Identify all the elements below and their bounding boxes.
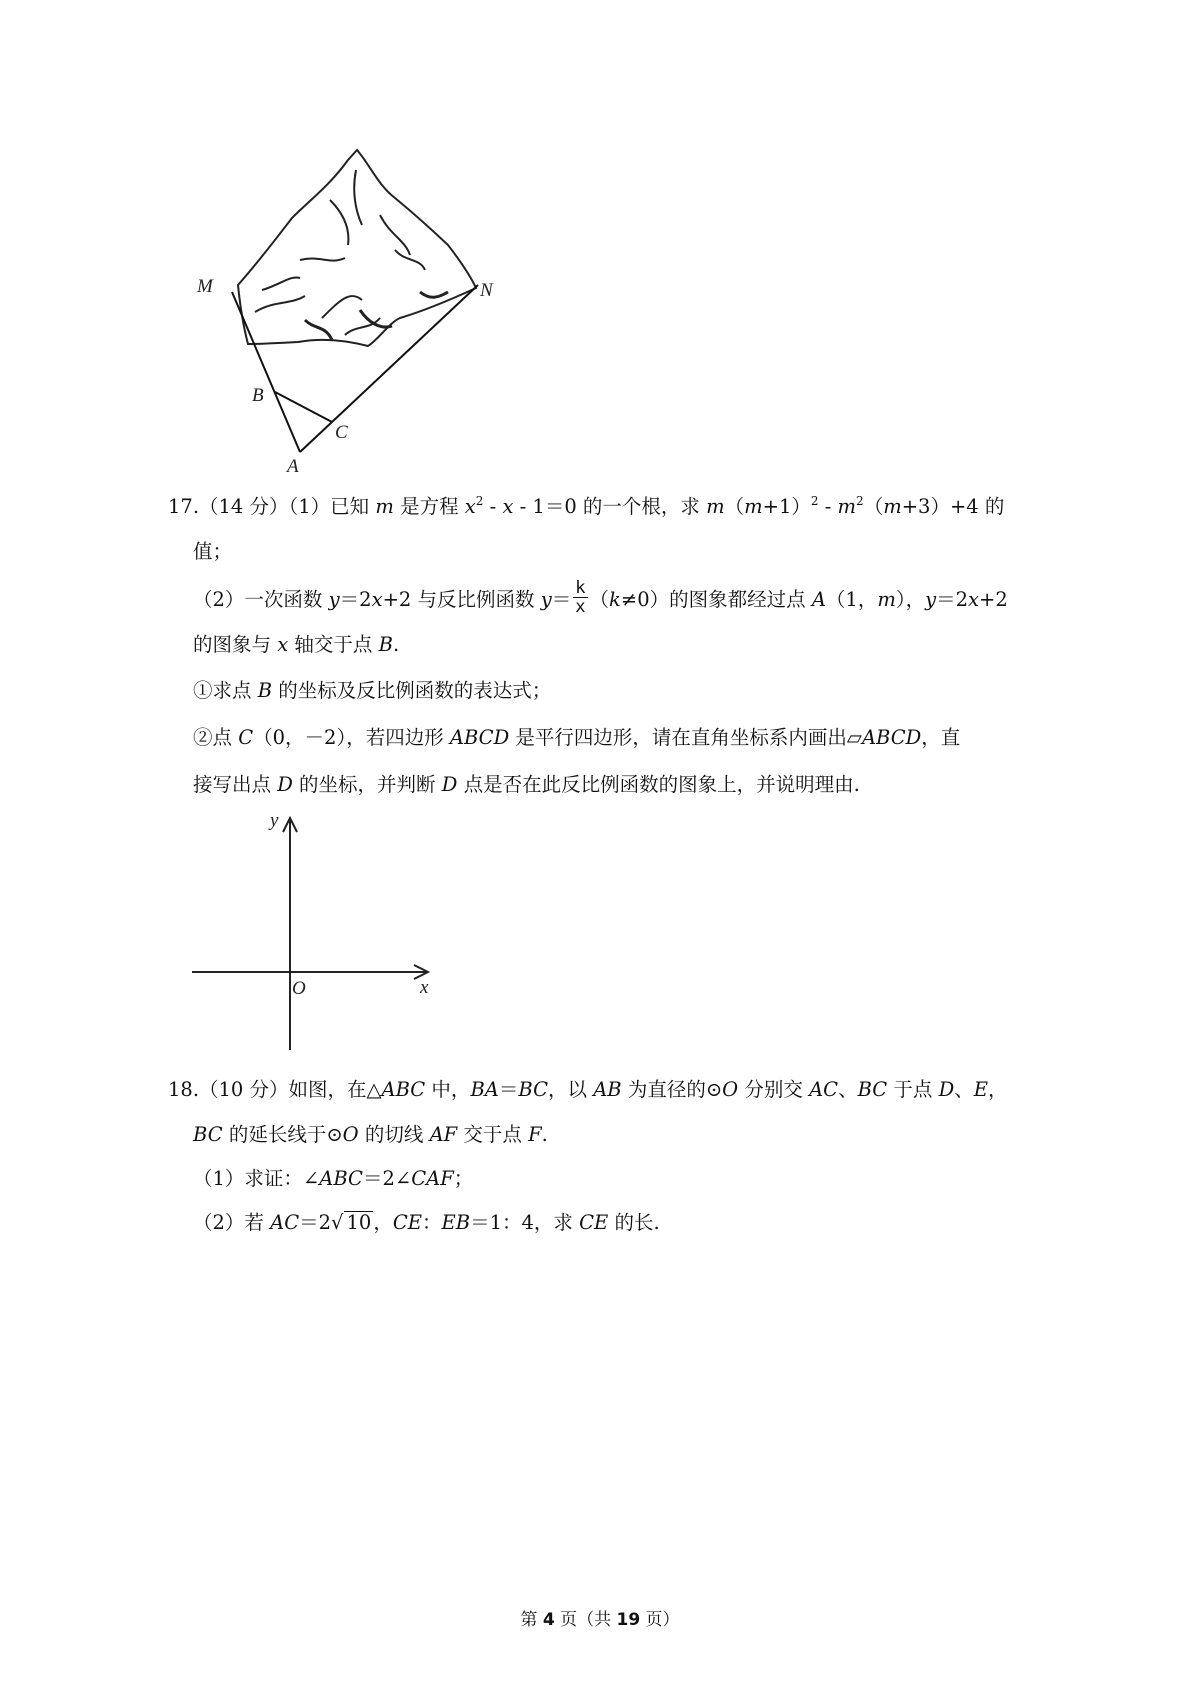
label-N: N [480,280,493,301]
page-footer: 第 4 页（共 19 页） [520,1610,680,1630]
label-A: A [287,456,299,477]
q18-line-3: （1）求证：∠ABC＝2∠CAF； [193,1167,474,1190]
q17-line-2: 值； [193,540,233,563]
fraction-k-over-x: $\frac{k}{x}$ [575,578,586,617]
hill-drawing [238,150,476,346]
hill-outline [238,150,476,346]
label-C: C [335,422,348,443]
q18-line-4: （2）若 AC＝2√ 10 ，CE：EB＝1：4，求 CE 的长. [193,1211,660,1234]
x-axis-label: x [420,977,429,998]
line-AN [300,285,478,452]
q17-line-7: 接写出点 D 的坐标，并判断 D 点是否在此反比例函数的图象上，并说明理由. [193,773,860,796]
page-total: 19 [616,1610,641,1630]
q17-line-5: ①求点 B 的坐标及反比例函数的表达式； [193,679,552,702]
label-M: M [197,276,213,297]
segment-BC [275,392,332,422]
q17-line-4: 的图象与 x 轴交于点 B. [193,633,400,656]
origin-label: O [292,978,306,999]
sqrt-radicand: 10 [346,1211,372,1234]
q17-line-6: ②点 C（0，－2），若四边形 ABCD 是平行四边形，请在直角坐标系内画出▱ABCD，直 [193,726,961,749]
y-axis-label: y [270,810,279,831]
hill-figure [190,140,530,480]
q18-line-2: BC 的延长线于⊙O 的切线 AF 交于点 F. [193,1123,548,1146]
coordinate-axes [185,805,445,1055]
q17-line-3: （2）一次函数 y＝2x+2 与反比例函数 y＝ $\frac{k}{x}$ （k≠0）的图象都经过点 A（1，m），y＝2x+2 [193,578,1008,617]
label-B: B [252,385,264,406]
q17-line-1: 17.（14 分）（1）已知 m 是方程 $x^2 - x - 1=0$ 的一个根，求 $m(m+1)^2 - m^2(m+3)+4$ 的 [168,494,1005,518]
line-MA [232,292,300,452]
q18-line-1: 18.（10 分）如图，在△ABC 中，BA＝BC，以 AB 为直径的⊙O 分别交 AC、BC 于点 D、E， [168,1078,1008,1101]
page-number: 4 [542,1610,555,1630]
